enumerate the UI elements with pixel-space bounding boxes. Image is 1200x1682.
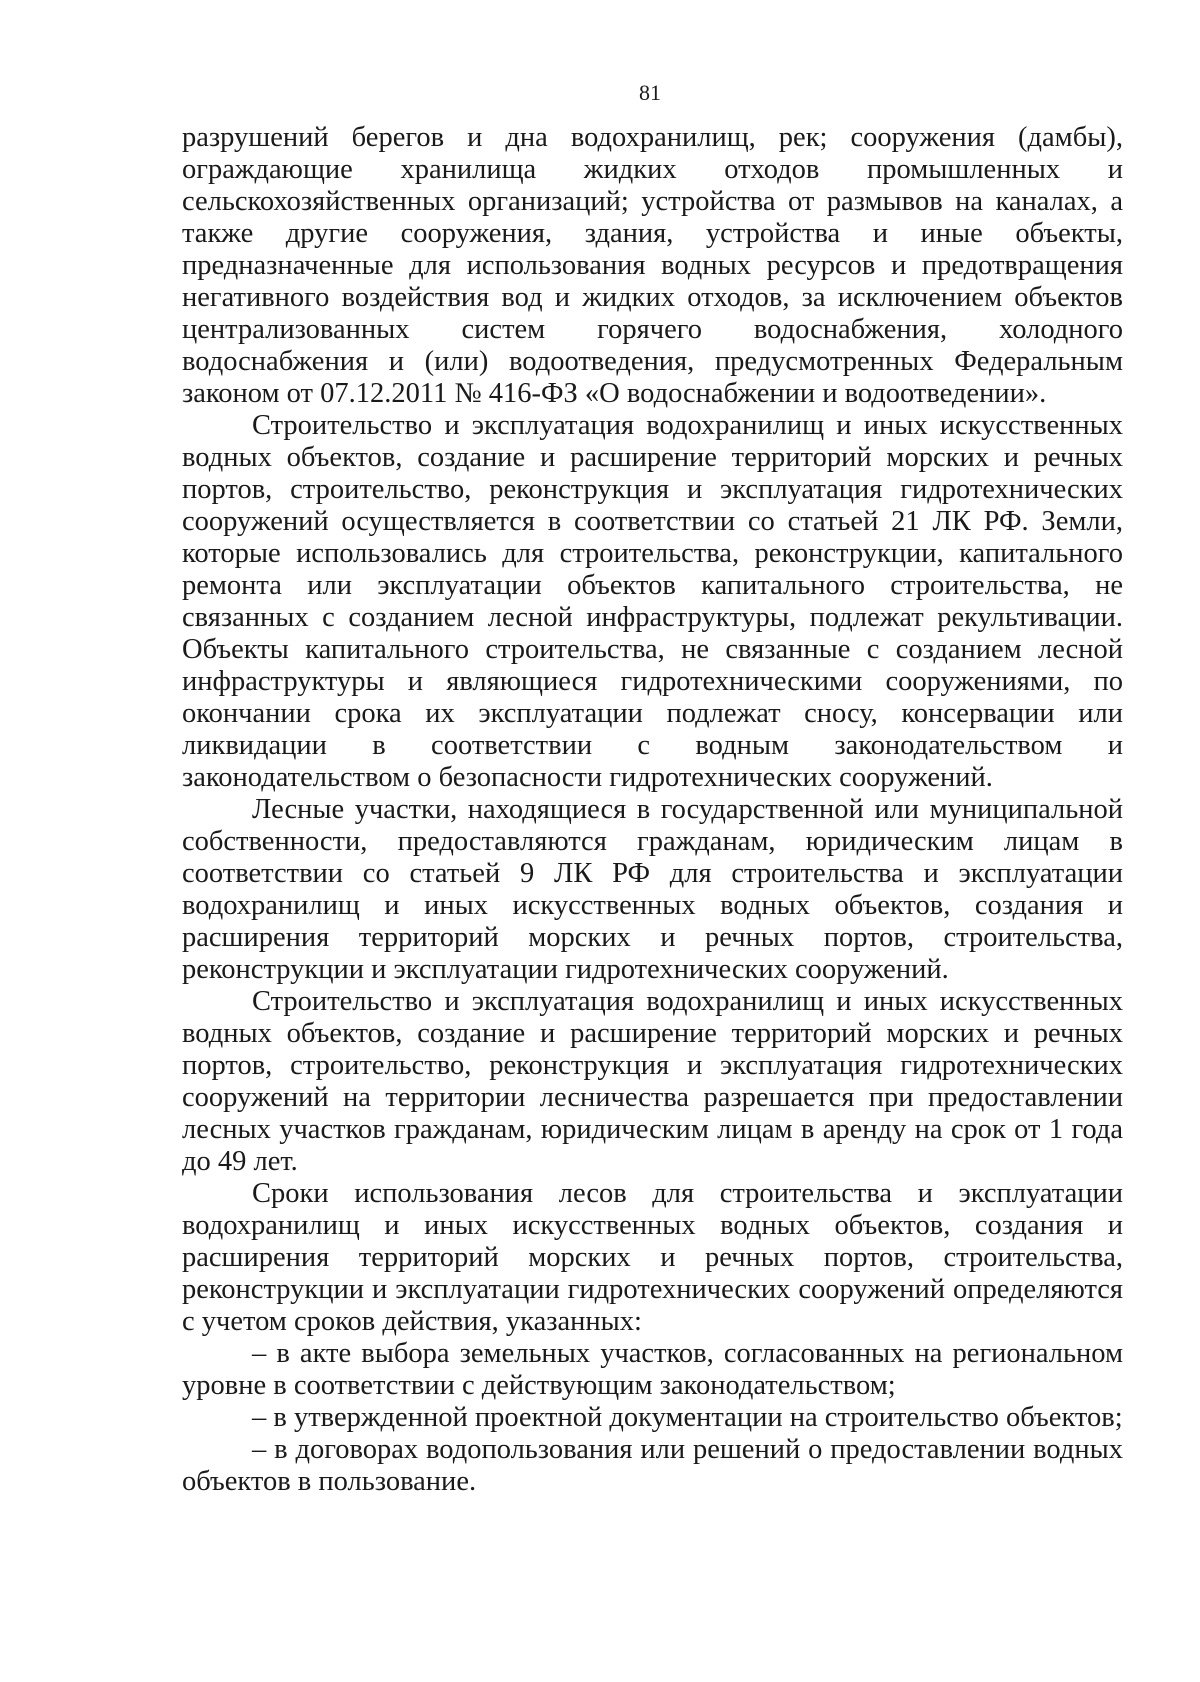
paragraph-lease-term: Строительство и эксплуатация водохранилищ и иных искусственных водных объектов, создание и расширение территорий морских и речных портов, строительство, реконструкция и эксплуатация гидротехнических сооружений на территории лесничества разрешается при предоставлении лесных участков гражданам, юридическим лицам в аренду на срок от 1 года до 49 лет. (182, 986, 1123, 1177)
paragraph-usage-terms: Сроки использования лесов для строительства и эксплуатации водохранилищ и иных искусственных водных объектов, создания и расширения территорий морских и речных портов, строительства, реконструкции и эксплуатации гидротехнических сооружений определяются с учетом сроков действия, указанных: (182, 1178, 1123, 1337)
paragraph-continuation: разрушений берегов и дна водохранилищ, рек; сооружения (дамбы), ограждающие хранилища жидких отходов промышленных и сельскохозяйственных организаций; устройства от размывов на каналах, а также другие сооружения, здания, устройства и иные объекты, предназначенные для использования водных ресурсов и предотвращения негативного воздействия вод и жидких отходов, за исключением объектов централизованных систем горячего водоснабжения, холодного водоснабжения и (или) водоотведения, предусмотренных Федеральным законом от 07.12.2011 № 416-ФЗ «О водоснабжении и водоотведении». (182, 122, 1123, 409)
document-body (182, 122, 1123, 1498)
list-item-project-docs: – в утвержденной проектной документации на строительство объектов; (252, 1402, 1123, 1433)
list-item-land-selection: – в акте выбора земельных участков, согласованных на региональном уровне в соответствии с действующим законодательством; (182, 1338, 1123, 1401)
list-item-water-contracts: – в договорах водопользования или решений о предоставлении водных объектов в пользование. (182, 1434, 1123, 1497)
paragraph-construction: Строительство и эксплуатация водохранилищ и иных искусственных водных объектов, создание и расширение территорий морских и речных портов, строительство, реконструкция и эксплуатация гидротехнических сооружений осуществляется в соответствии со статьей 21 ЛК РФ. Земли, которые использовались для строительства, реконструкции, капитального ремонта или эксплуатации объектов капитального строительства, не связанных с созданием лесной инфраструктуры, подлежат рекультивации. Объекты капитального строительства, не связанные с созданием лесной инфраструктуры и являющиеся гидротехническими сооружениями, по окончании срока их эксплуатации подлежат сносу, консервации или ликвидации в соответствии с водным законодательством и законодательством о безопасности гидротехнических сооружений. (182, 410, 1123, 793)
page-number: 81 (639, 80, 661, 105)
paragraph-forest-plots: Лесные участки, находящиеся в государственной или муниципальной собственности, предоставляются гражданам, юридическим лицам в соответствии со статьей 9 ЛК РФ для строительства и эксплуатации водохранилищ и иных искусственных водных объектов, создания и расширения территорий морских и речных портов, строительства, реконструкции и эксплуатации гидротехнических сооружений. (182, 794, 1123, 985)
